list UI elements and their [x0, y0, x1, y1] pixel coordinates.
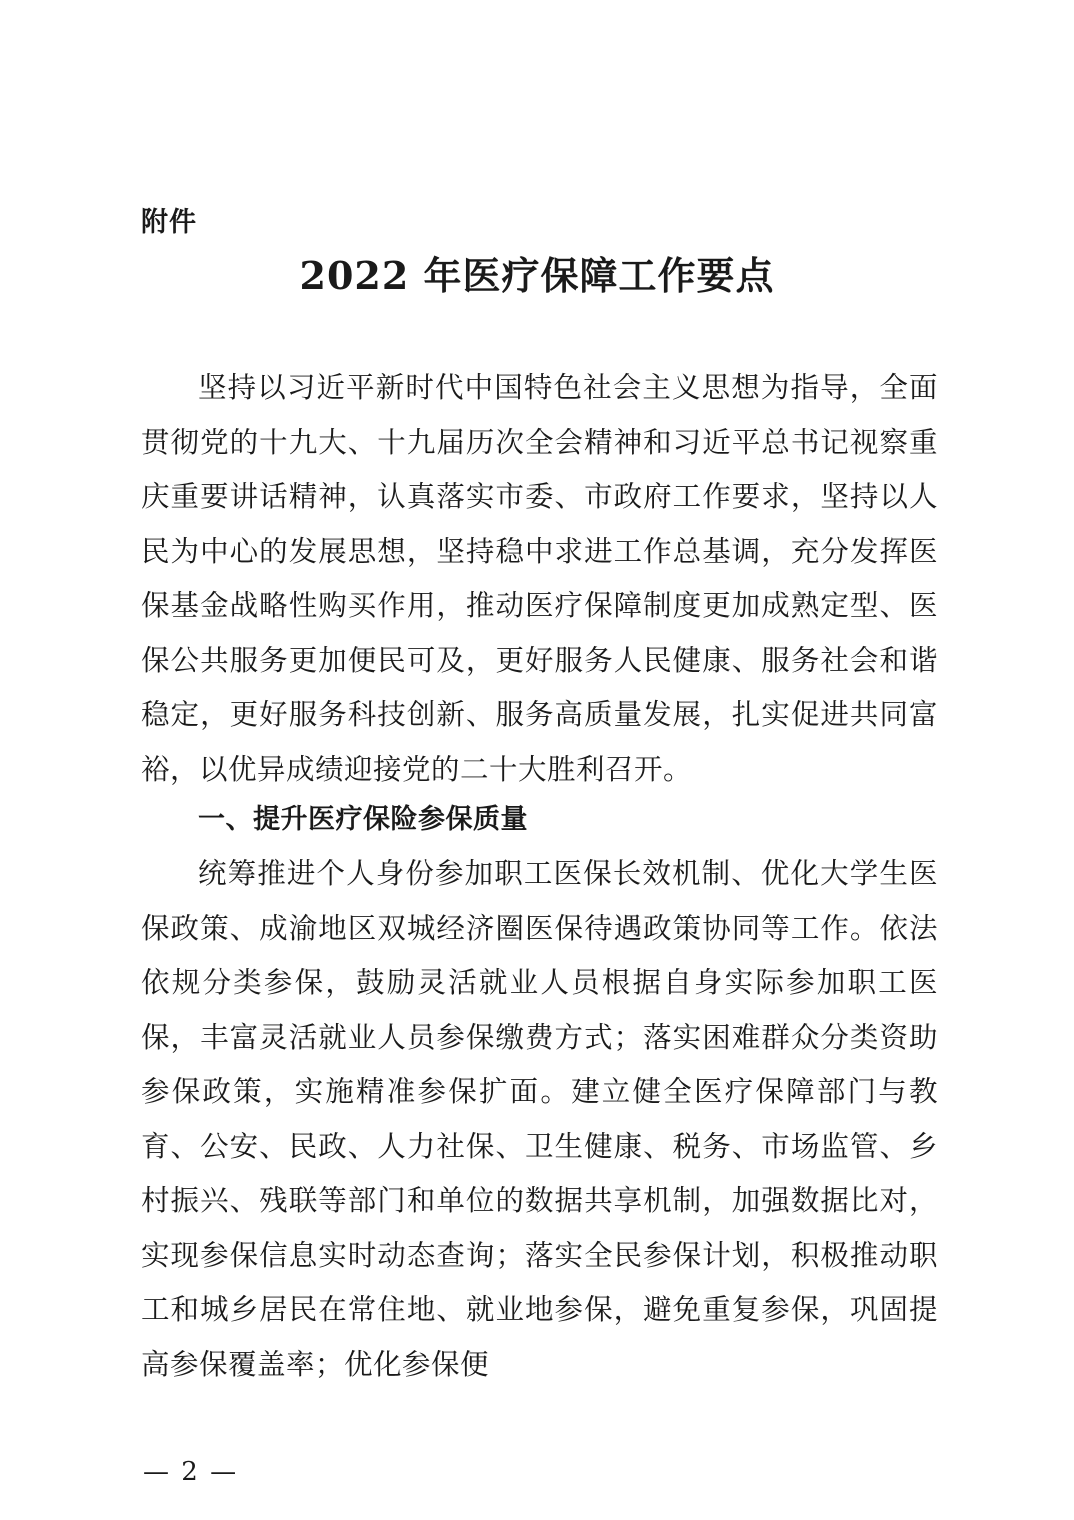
section-body-paragraph: 统筹推进个人身份参加职工医保长效机制、优化大学生医保政策、成渝地区双城经济圈医保待遇政策协同等工作。依法依规分类参保，鼓励灵活就业人员根据自身实际参加职工医保，丰富灵活就业人员参保缴费方式；落实困难群众分类资助参保政策，实施精准参保扩面。建立健全医疗保障部门与教育、公安、民政、人力社保、卫生健康、税务、市场监管、乡村振兴、残联等部门和单位的数据共享机制，加强数据比对，实现参保信息实时动态查询；落实全民参保计划，积极推动职工和城乡居民在常住地、就业地参保，避免重复参保，巩固提高参保覆盖率；优化参保便 — [141, 857, 938, 1381]
page-number: — 2 — — [143, 1457, 239, 1487]
document-title: 2022 年医疗保障工作要点 — [299, 253, 775, 298]
intro-paragraph: 坚持以习近平新时代中国特色社会主义思想为指导，全面贯彻党的十九大、十九届历次全会精神和习近平总书记视察重庆重要讲话精神，认真落实市委、市政府工作要求，坚持以人民为中心的发展思想，坚持稳中求进工作总基调，充分发挥医保基金战略性购买作用，推动医疗保障制度更加成熟定型、医保公共服务更加便民可及，更好服务人民健康、服务社会和谐稳定，更好服务科技创新、服务高质量发展，扎实促进共同富裕，以优异成绩迎接党的二十大胜利召开。 — [141, 371, 938, 786]
attachment-label: 附件 — [141, 207, 197, 238]
section-heading: 一、提升医疗保险参保质量 — [198, 804, 528, 835]
